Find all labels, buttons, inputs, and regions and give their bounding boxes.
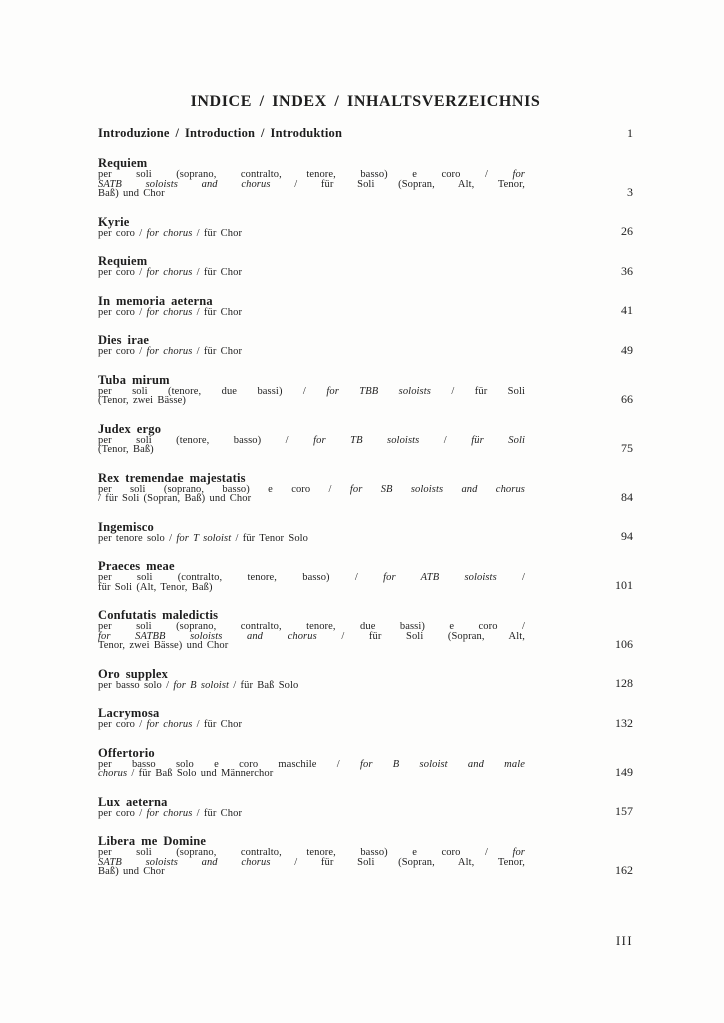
entry-description-line — [98, 347, 525, 357]
entry-text — [98, 423, 525, 455]
entry-description — [98, 485, 525, 504]
description-segment: Tenor, zwei Bässe) und Chor — [98, 640, 229, 651]
description-segment: / für Soli (Sopran, Baß) und Chor — [98, 493, 252, 504]
description-segment-italic: for TB soloists — [313, 434, 420, 446]
entry-description — [98, 573, 525, 592]
description-segment: Baß) und Chor — [98, 188, 165, 199]
entry-text — [98, 295, 525, 318]
entry-title: Rex tremendae majestatis — [98, 470, 246, 485]
entry-description-line — [98, 308, 525, 318]
toc-entry — [98, 334, 633, 357]
description-segment-italic: for SB soloists and chorus — [349, 483, 525, 495]
description-segment: / für Tenor Solo — [231, 532, 309, 544]
description-segment-italic: for chorus — [146, 346, 193, 357]
entry-text — [98, 747, 525, 779]
entry-text — [98, 668, 525, 691]
entry-title: Libera me Domine — [98, 834, 207, 848]
entry-description — [98, 436, 525, 455]
entry-description-line — [98, 445, 525, 455]
entry-page-number: 101 — [615, 578, 633, 592]
toc-entry — [98, 707, 633, 730]
entry-title: Kyrie — [98, 214, 130, 229]
entry-page-number: 157 — [615, 804, 633, 818]
entry-title: Judex ergo — [98, 421, 162, 436]
index-content — [98, 94, 633, 894]
entry-description-line — [98, 229, 525, 239]
entry-description-line — [98, 809, 525, 819]
description-segment: / für Baß Solo — [229, 679, 299, 691]
entry-page-number: 1 — [627, 126, 633, 140]
description-segment-italic: for chorus — [146, 227, 193, 239]
entry-page-number: 66 — [621, 391, 633, 406]
page-title: INDICE / INDEX / INHALTSVERZEICHNIS — [190, 93, 541, 110]
entry-page-number: 75 — [621, 440, 633, 455]
entry-description-line — [98, 436, 525, 446]
entry-title: Requiem — [98, 254, 148, 268]
description-segment-italic: for — [512, 169, 525, 180]
description-segment: / für Chor — [192, 807, 243, 819]
description-segment-italic: for B soloist and male — [360, 758, 525, 770]
description-segment: / für Soli (Sopran, Alt, — [316, 630, 525, 642]
description-segment: / für Chor — [192, 267, 243, 278]
entry-description-line — [98, 189, 525, 199]
folio-page-number: III — [616, 934, 633, 948]
description-segment: per coro / — [98, 807, 147, 819]
entry-description-line — [98, 494, 525, 504]
description-segment-italic: for SATBB soloists and chorus — [98, 630, 317, 642]
entry-page-number: 94 — [621, 529, 633, 543]
description-segment-italic: chorus — [98, 768, 128, 779]
description-segment: per soli (soprano, basso) e coro / — [98, 483, 350, 495]
description-segment: / für Baß Solo und Männerchor — [127, 768, 274, 779]
description-segment: / für Chor — [192, 346, 243, 357]
description-segment-italic: for ATB soloists — [383, 572, 497, 583]
toc-entry — [98, 295, 633, 318]
entry-text — [98, 707, 525, 730]
toc-entry — [98, 423, 633, 455]
description-segment: / für Chor — [192, 306, 243, 318]
description-segment: per basso solo e coro maschile / — [98, 758, 361, 770]
entry-page-number: 162 — [615, 862, 633, 877]
entry-text — [98, 560, 525, 592]
entry-page-number: 128 — [615, 676, 633, 690]
description-segment: / für Soli — [430, 385, 526, 397]
entry-description — [98, 622, 525, 651]
description-segment: / für Soli (Sopran, Alt, Tenor, — [270, 178, 525, 190]
description-segment-italic: for chorus — [146, 719, 193, 730]
description-segment: per soli (tenore, due bassi) / — [98, 385, 327, 397]
entry-description — [98, 534, 525, 544]
description-segment: per tenore solo / — [98, 532, 177, 544]
entry-page-number: 84 — [621, 489, 633, 504]
entry-title: Praeces meae — [98, 559, 175, 573]
description-segment: (Tenor, zwei Bässe) — [98, 395, 187, 406]
toc-entry — [98, 835, 633, 877]
entry-description — [98, 848, 525, 877]
entry-title: Requiem — [98, 156, 148, 170]
entry-description-line — [98, 641, 525, 651]
entry-description — [98, 268, 525, 278]
entry-text — [98, 334, 525, 357]
description-segment-italic: for chorus — [146, 306, 193, 318]
description-segment: per coro / — [98, 346, 147, 357]
entry-description-line — [98, 583, 525, 593]
entry-title: Lacrymosa — [98, 706, 160, 720]
description-segment-italic: for T soloist — [176, 532, 232, 544]
toc-entry — [98, 157, 633, 199]
entry-text — [98, 127, 525, 140]
entry-page-number: 106 — [615, 636, 633, 651]
entry-description-line — [98, 268, 525, 278]
description-segment: per coro / — [98, 719, 147, 730]
description-segment: per coro / — [98, 267, 147, 278]
toc-entry — [98, 472, 633, 504]
entry-text — [98, 255, 525, 278]
toc-entry — [98, 216, 633, 239]
toc-entry — [98, 374, 633, 406]
entry-title: Oro supplex — [98, 666, 169, 681]
toc-entry — [98, 255, 633, 278]
description-segment: per basso solo / — [98, 679, 174, 691]
toc-entry — [98, 747, 633, 779]
entry-title: Confutatis maledictis — [98, 608, 219, 622]
entry-text — [98, 472, 525, 504]
entry-description-line — [98, 769, 525, 779]
entry-text — [98, 216, 525, 239]
toc-entry — [98, 560, 633, 592]
toc-entry — [98, 127, 633, 140]
description-segment-italic: für Soli — [471, 434, 526, 446]
description-segment: per soli (tenore, basso) / — [98, 434, 314, 446]
description-segment: (Tenor, Baß) — [98, 444, 154, 455]
toc-entry — [98, 609, 633, 651]
entry-title: Ingemisco — [98, 519, 154, 534]
entry-title: Dies irae — [98, 333, 150, 347]
toc-entry — [98, 668, 633, 691]
description-segment-italic: for chorus — [146, 267, 193, 278]
description-segment-italic: for B soloist — [173, 679, 230, 691]
entry-title: Offertorio — [98, 745, 155, 760]
description-segment: Baß) und Chor — [98, 866, 165, 877]
entry-description — [98, 347, 525, 357]
entry-text — [98, 374, 525, 406]
description-segment-italic: SATB soloists and chorus — [98, 856, 271, 868]
description-segment: per soli (soprano, contralto, tenore, basso) e coro / — [98, 169, 513, 180]
entry-page-number: 36 — [621, 263, 633, 278]
entry-page-number: 41 — [621, 303, 633, 317]
description-segment: per soli (soprano, contralto, tenore, due bassi) e coro / — [98, 621, 525, 632]
description-segment: per soli (contralto, tenore, basso) / — [98, 572, 384, 583]
description-segment-italic: for chorus — [146, 807, 193, 819]
entry-description — [98, 308, 525, 318]
entry-description — [98, 229, 525, 239]
entry-description — [98, 809, 525, 819]
entry-text — [98, 157, 525, 199]
entry-description — [98, 681, 525, 691]
entry-description-line — [98, 867, 525, 877]
entry-description — [98, 760, 525, 779]
description-segment: per soli (soprano, contralto, tenore, basso) e coro / — [98, 847, 513, 858]
entry-page-number: 3 — [627, 184, 633, 199]
description-segment: / für Chor — [192, 719, 243, 730]
entry-description-line — [98, 534, 525, 544]
entry-description-line — [98, 396, 525, 406]
description-segment: per coro / — [98, 306, 147, 318]
entry-page-number: 26 — [621, 224, 633, 238]
description-segment: / — [419, 434, 472, 446]
entry-page-number: 132 — [615, 715, 633, 730]
description-segment-italic: for TBB soloists — [326, 385, 431, 397]
description-segment: / für Soli (Sopran, Alt, Tenor, — [270, 856, 525, 868]
toc-entry — [98, 796, 633, 819]
description-segment-italic: for — [512, 847, 525, 858]
entry-page-number: 49 — [621, 342, 633, 357]
description-segment-italic: SATB soloists and chorus — [98, 178, 271, 190]
entry-description — [98, 387, 525, 406]
description-segment: per coro / — [98, 227, 147, 239]
entry-description-line — [98, 720, 525, 730]
entry-page-number: 149 — [615, 764, 633, 779]
entry-description — [98, 170, 525, 199]
description-segment: für Soli (Alt, Tenor, Baß) — [98, 581, 213, 593]
toc-entry — [98, 521, 633, 544]
entry-description — [98, 720, 525, 730]
entry-description-line — [98, 681, 525, 691]
entry-text — [98, 609, 525, 651]
entry-text — [98, 835, 525, 877]
description-segment: / — [496, 572, 525, 583]
entry-title: In memoria aeterna — [98, 293, 213, 308]
entry-title: Introduzione / Introduction / Introduktion — [98, 126, 343, 140]
entry-text — [98, 796, 525, 819]
toc-list — [98, 127, 633, 877]
description-segment: / für Chor — [192, 227, 243, 239]
entry-title: Lux aeterna — [98, 794, 168, 809]
entry-title: Tuba mirum — [98, 372, 170, 387]
entry-text — [98, 521, 525, 544]
